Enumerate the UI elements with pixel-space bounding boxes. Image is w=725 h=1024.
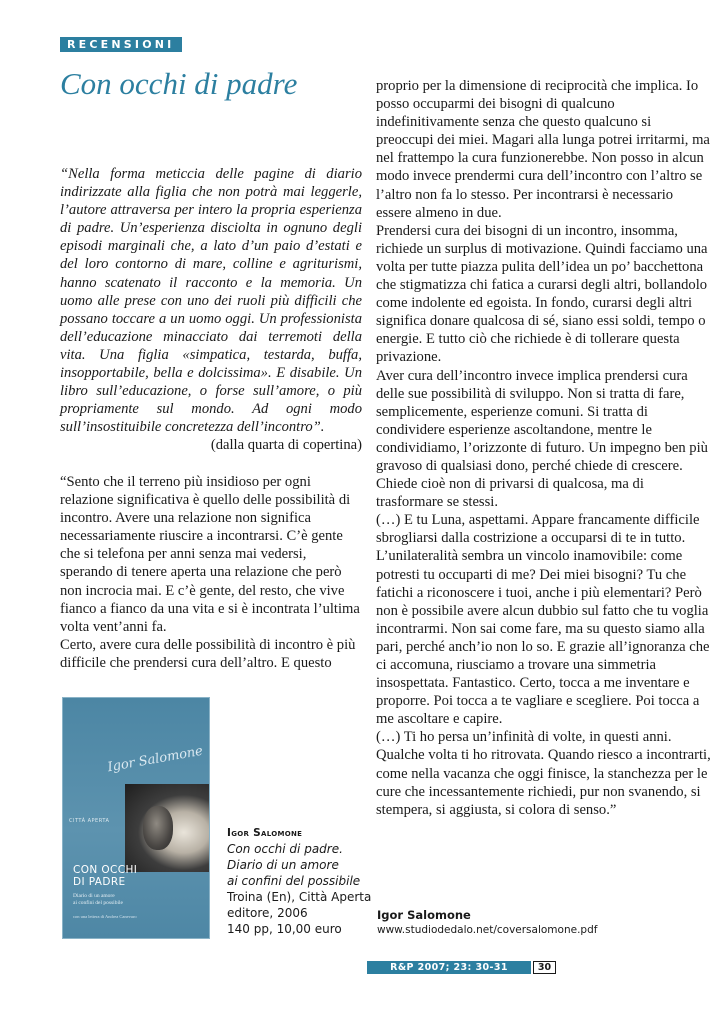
section-tag: RECENSIONI [60, 37, 182, 52]
right-column-body [376, 77, 712, 819]
cover-title [73, 864, 137, 888]
paragraph: “Sento che il terreno più insidioso per ogni relazione significativa è quello delle possibilità di incontro. Avere una relazione non significa necessariamente riuscire a incontrarsi. C’è gente che si telefona per anni senza mai vedersi, sperando di tenere aperta una relazione che però non incrocia mai. E c’è gente, del resto, che vive fianco a fianco da una vita e si è incontrata l’ultima volta vent’anni fa. [60, 474, 360, 635]
book-details [227, 825, 377, 937]
book-publisher: Troina (En), Città Aperta editore, 2006 [227, 890, 372, 920]
paragraph: proprio per la dimensione di reciprocità che implica. Io posso occuparmi dei bisogni di qualcuno indefinitivamente senza che questo qualcuno si preoccupi dei miei. Magari alla lunga potrei irritarmi, ma nel frattempo la cura funzionerebbe. Non posso in alcun modo invece prendermi cura dell’incontro con l’altro se l’altro non fa lo stesso. Per incontrarsi è necessario essere almeno in due. [376, 78, 710, 221]
paragraph: Certo, avere cura delle possibilità di incontro è più difficile che prendersi cura dell’altro. E questo [60, 636, 356, 671]
book-pages-price: 140 pp, 10,00 euro [227, 922, 342, 936]
book-title: Con occhi di padre. [227, 842, 343, 856]
cover-subtitle-line: Diario di un amore [73, 893, 115, 899]
page-number: 30 [533, 961, 556, 974]
paragraph: (…) Ti ho persa un’infinità di volte, in questi anni. Qualche volta ti ho ritrovata. Quando riesco a incontrarti, come nella vacanza che oggi finisce, la stanchezza per le cure che incessantemente richiedi, pur non svanendo, si stempera, si aggiusta, si colora di senso.” [376, 729, 711, 818]
cover-author: Igor Salomone [105, 743, 204, 776]
cover-title-line: CON OCCHI [73, 864, 138, 876]
back-cover-quote [60, 165, 362, 455]
page-footer [367, 961, 556, 974]
quote-text: “Nella forma meticcia delle pagine di diario indirizzate alla figlia che non potrà mai leggerle, l’autore attraversa per intero la propria esperienza di padre. Un’esperienza disciolta in ognuno degli episodi marginali che, a lato d’un paio d’estati e del loro contorno di mare, colline e agriturismi, hanno scatenato il racconto e la memoria. Un uomo alle prese con uno dei ruoli più difficili che possano toccare a un uomo oggi. Un professionista dell’educazione minacciato dai terremoti della vita. Una figlia «simpatica, testarda, buffa, insopportabile, bella e dolcissima». E disabile. Un libro sull’educazione, o forse sull’amore, o più propriamente sul mondo. Ad ogni modo sull’insostituibile concretezza dell’incontro”. [60, 166, 362, 436]
cover-subtitle-line: ai confini del possibile [73, 900, 123, 906]
cover-note: con una lettera di Andrea Canevaro [73, 914, 137, 919]
cover-photo [125, 784, 209, 872]
book-subtitle: ai confini del possibile [227, 874, 361, 888]
cover-photo-figure [143, 806, 173, 850]
paragraph: Aver cura dell’incontro invece implica prendersi cura delle sue possibilità di sviluppo. Non si tratta di fare, semplicemente, esperienze comuni. Si tratta di condividere esperienze ascoltandone, mentre le condividiamo, l’orizzonte di futuro. Un impegno ben più gravoso di qualsiasi dono, perché chiede di crescere. Chiede cioè non di privarsi di qualcosa, ma di trasformare se stessi. [376, 367, 708, 511]
book-subtitle: Diario di un amore [227, 858, 339, 872]
paragraph: Prendersi cura dei bisogni di un incontro, insomma, richiede un surplus di motivazione. Quindi facciamo una volta per tutte piazza pulita dell’idea un po’ bacchettona che stigmatizza chi fatica a curarsi degli altri, bollandolo come indolente ed egoista. In fondo, curarsi degli altri significa donare qualcosa di sé, siano essi soldi, tempo o energie. E tutto ciò che richiede è di tollerare questa privazione. [376, 222, 708, 366]
paragraph: (…) E tu Luna, aspettami. Appare francamente difficile sbrogliarsi dalla costrizione a occuparsi di te in tutto. L’unilateralità sembra un vincolo inamovibile: come potresti tu occuparti di me? Dei miei bisogni? Tu che fatichi a riconoscere i tuoi, anche i più elementari? Però non è possibile avere alcun dubbio sul fatto che tu voglia incontrarmi. Non sai come fare, ma su questo siamo alla pari, perché anch’io non lo so. E grazie all’ignoranza che ci accomuna, riusciamo a trovare una simmetria insospettata. Fantastico. Certo, tocca a me inventare e proporre. Poi tocca a te vagliare e scegliere. Poi tocca a me ascoltare e capire. [376, 512, 710, 728]
cover-publisher: CITTÀ APERTA [69, 818, 110, 824]
cover-subtitle [73, 893, 203, 907]
cover-title-line: DI PADRE [73, 876, 126, 888]
book-cover-image [62, 697, 210, 939]
quote-source: (dalla quarta di copertina) [210, 437, 362, 454]
article-title: Con occhi di padre [60, 66, 298, 101]
book-author: Igor Salomone [227, 827, 303, 839]
byline-url[interactable]: www.studiodedalo.net/coversalomone.pdf [377, 924, 598, 936]
left-column-body [60, 473, 362, 672]
byline-author: Igor Salomone [377, 908, 471, 922]
journal-citation: R&P 2007; 23: 30-31 [367, 961, 531, 974]
